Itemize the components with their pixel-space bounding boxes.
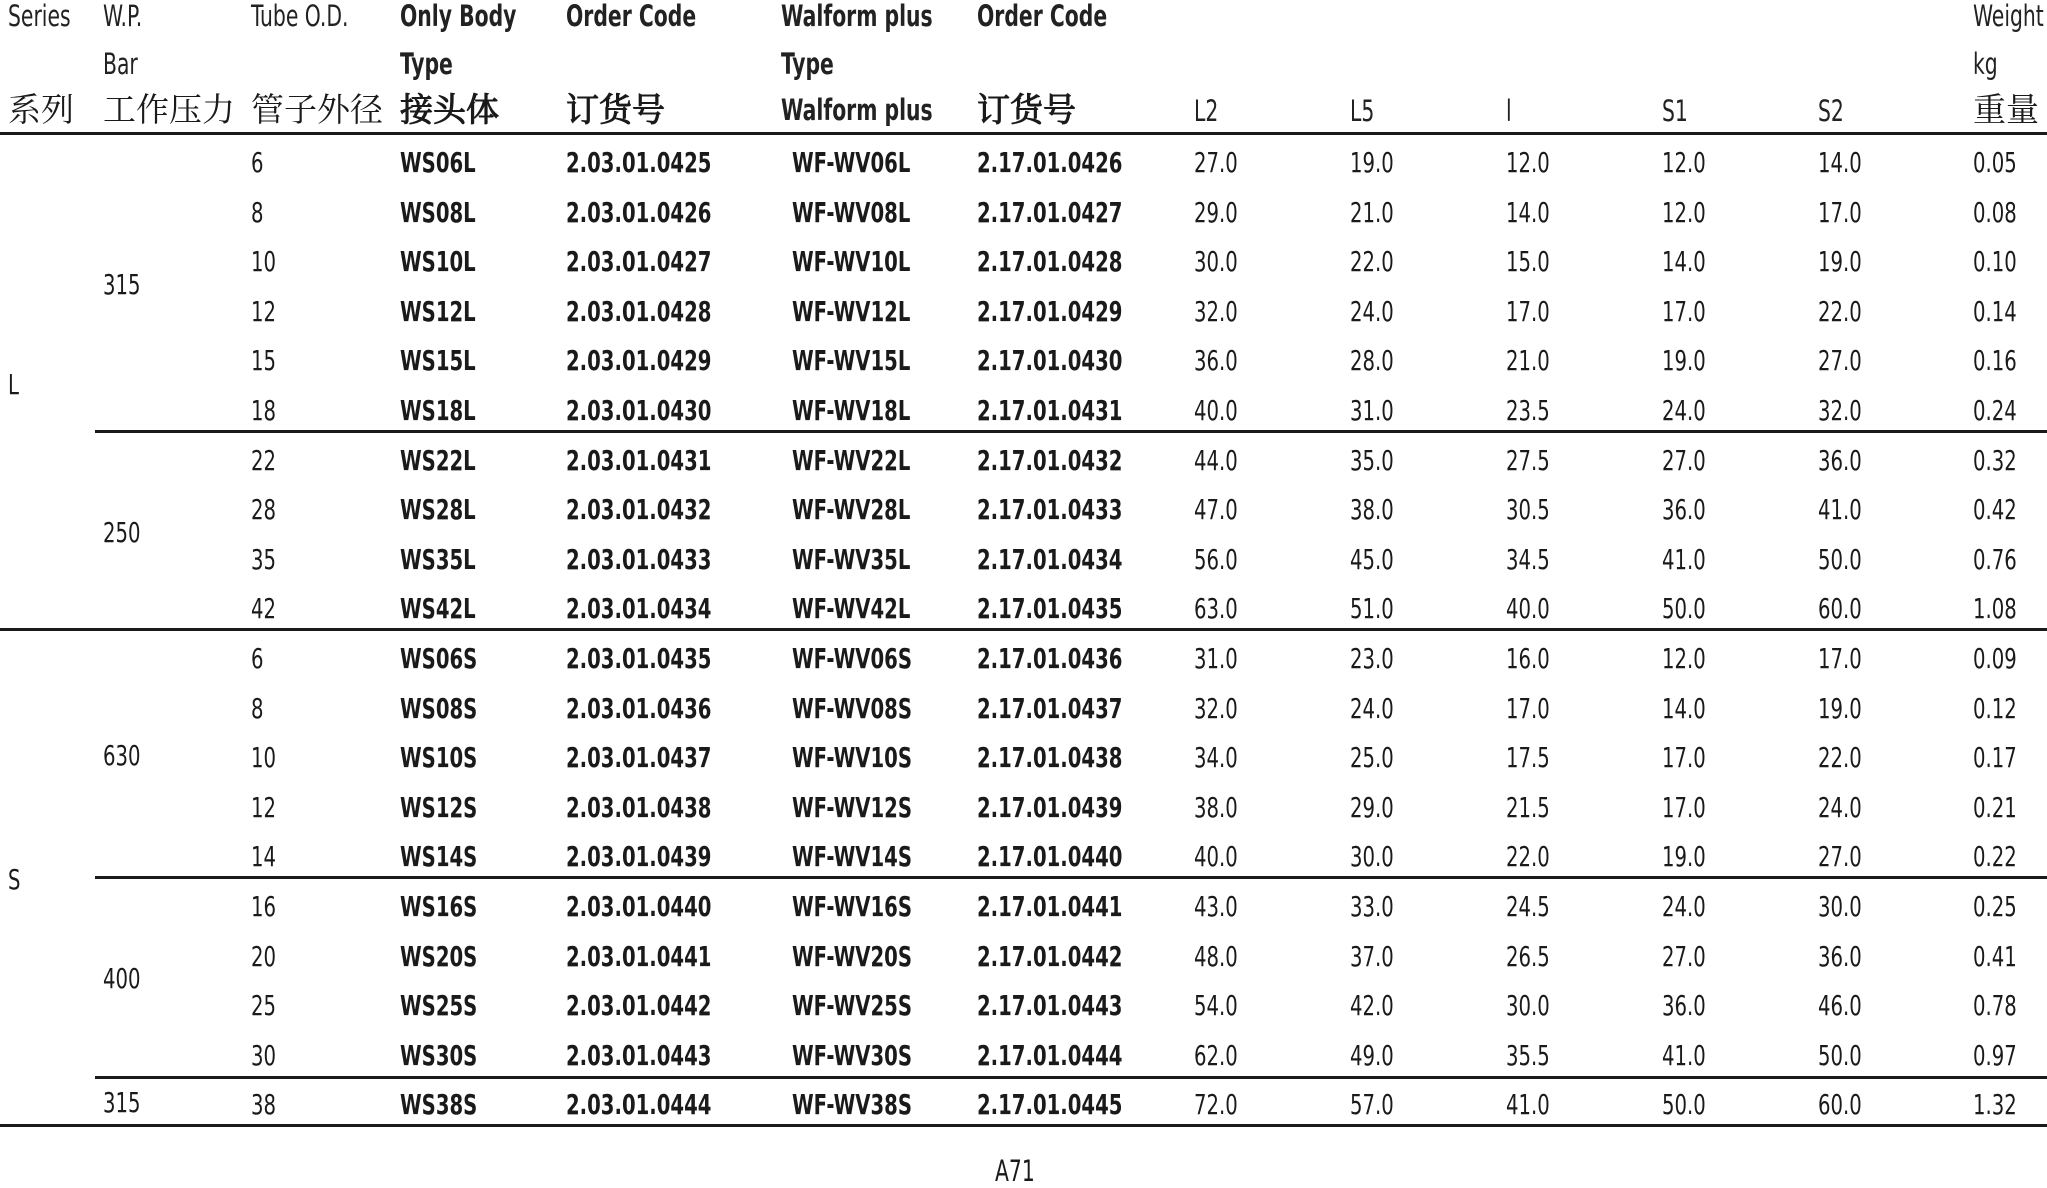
order-code-cell: 2.03.01.0429 xyxy=(566,344,712,377)
walform-type-cell: WF-WV38S xyxy=(792,1088,912,1121)
body-type-cell: WS38S xyxy=(400,1088,478,1121)
header-walform-en: Walform plus xyxy=(781,0,933,33)
l5-cell: 49.0 xyxy=(1350,1039,1394,1072)
walform-type-cell: WF-WV16S xyxy=(792,890,912,923)
header-weight-unit: kg xyxy=(1973,47,1998,81)
s1-cell: 50.0 xyxy=(1662,1088,1706,1121)
l-cell: 12.0 xyxy=(1506,146,1550,179)
walform-order-code-cell: 2.17.01.0437 xyxy=(977,692,1123,725)
weight-cell: 0.14 xyxy=(1973,295,2017,328)
weight-cell: 0.41 xyxy=(1973,940,2017,973)
weight-cell: 0.22 xyxy=(1973,840,2017,873)
l2-cell: 54.0 xyxy=(1194,989,1238,1022)
s2-cell: 50.0 xyxy=(1818,543,1862,576)
l2-cell: 27.0 xyxy=(1194,146,1238,179)
order-code-cell: 2.03.01.0444 xyxy=(566,1088,712,1121)
order-code-cell: 2.03.01.0428 xyxy=(566,295,712,328)
s1-cell: 36.0 xyxy=(1662,989,1706,1022)
order-code-cell: 2.03.01.0443 xyxy=(566,1039,712,1072)
header-body-cn: 接头体 xyxy=(400,90,499,129)
walform-order-code-cell: 2.17.01.0438 xyxy=(977,741,1123,774)
s2-cell: 27.0 xyxy=(1818,344,1862,377)
page-number: A71 xyxy=(995,1154,1035,1188)
l2-cell: 62.0 xyxy=(1194,1039,1238,1072)
weight-cell: 0.32 xyxy=(1973,444,2017,477)
l5-cell: 29.0 xyxy=(1350,791,1394,824)
header-wp-unit: Bar xyxy=(103,47,138,81)
tube-od-cell: 38 xyxy=(251,1088,276,1121)
l-cell: 30.5 xyxy=(1506,493,1550,526)
order-code-cell: 2.03.01.0438 xyxy=(566,791,712,824)
l2-cell: 34.0 xyxy=(1194,741,1238,774)
header-tube-cn: 管子外径 xyxy=(251,90,383,129)
header-series-en: Series xyxy=(8,0,71,33)
walform-type-cell: WF-WV42L xyxy=(792,592,911,625)
header-s2: S2 xyxy=(1818,94,1844,128)
walform-order-code-cell: 2.17.01.0427 xyxy=(977,196,1123,229)
l2-cell: 48.0 xyxy=(1194,940,1238,973)
s1-cell: 19.0 xyxy=(1662,344,1706,377)
s2-cell: 46.0 xyxy=(1818,989,1862,1022)
body-type-cell: WS42L xyxy=(400,592,476,625)
l5-cell: 19.0 xyxy=(1350,146,1394,179)
weight-cell: 0.05 xyxy=(1973,146,2017,179)
l-cell: 15.0 xyxy=(1506,245,1550,278)
l5-cell: 31.0 xyxy=(1350,394,1394,427)
walform-type-cell: WF-WV35L xyxy=(792,543,911,576)
order-code-cell: 2.03.01.0436 xyxy=(566,692,712,725)
order-code-cell: 2.03.01.0441 xyxy=(566,940,712,973)
l2-cell: 40.0 xyxy=(1194,394,1238,427)
l5-cell: 51.0 xyxy=(1350,592,1394,625)
l-cell: 40.0 xyxy=(1506,592,1550,625)
weight-cell: 1.08 xyxy=(1973,592,2017,625)
s2-cell: 30.0 xyxy=(1818,890,1862,923)
walform-order-code-cell: 2.17.01.0429 xyxy=(977,295,1123,328)
walform-order-code-cell: 2.17.01.0443 xyxy=(977,989,1123,1022)
pressure-label: 315 xyxy=(103,1086,141,1119)
tube-od-cell: 8 xyxy=(251,196,264,229)
weight-cell: 0.25 xyxy=(1973,890,2017,923)
l2-cell: 29.0 xyxy=(1194,196,1238,229)
s2-cell: 36.0 xyxy=(1818,444,1862,477)
l5-cell: 23.0 xyxy=(1350,642,1394,675)
l-cell: 27.5 xyxy=(1506,444,1550,477)
header-weight-cn: 重量 xyxy=(1973,90,2039,129)
walform-type-cell: WF-WV10L xyxy=(792,245,911,278)
tube-od-cell: 10 xyxy=(251,741,276,774)
body-type-cell: WS25S xyxy=(400,989,478,1022)
l-cell: 22.0 xyxy=(1506,840,1550,873)
order-code-cell: 2.03.01.0432 xyxy=(566,493,712,526)
header-code2-cn: 订货号 xyxy=(977,90,1076,129)
tube-od-cell: 28 xyxy=(251,493,276,526)
tube-od-cell: 8 xyxy=(251,692,264,725)
tube-od-cell: 15 xyxy=(251,344,276,377)
s2-cell: 27.0 xyxy=(1818,840,1862,873)
l-cell: 34.5 xyxy=(1506,543,1550,576)
series-label: L xyxy=(8,368,19,401)
l5-cell: 33.0 xyxy=(1350,890,1394,923)
l5-cell: 42.0 xyxy=(1350,989,1394,1022)
s1-cell: 12.0 xyxy=(1662,196,1706,229)
order-code-cell: 2.03.01.0430 xyxy=(566,394,712,427)
order-code-cell: 2.03.01.0434 xyxy=(566,592,712,625)
order-code-cell: 2.03.01.0442 xyxy=(566,989,712,1022)
weight-cell: 0.21 xyxy=(1973,791,2017,824)
s2-cell: 17.0 xyxy=(1818,642,1862,675)
s2-cell: 24.0 xyxy=(1818,791,1862,824)
walform-order-code-cell: 2.17.01.0439 xyxy=(977,791,1123,824)
s1-cell: 24.0 xyxy=(1662,890,1706,923)
group-divider-s-315 xyxy=(95,1076,2047,1079)
tube-od-cell: 6 xyxy=(251,642,264,675)
order-code-cell: 2.03.01.0439 xyxy=(566,840,712,873)
l2-cell: 40.0 xyxy=(1194,840,1238,873)
weight-cell: 0.08 xyxy=(1973,196,2017,229)
l5-cell: 37.0 xyxy=(1350,940,1394,973)
tube-od-cell: 30 xyxy=(251,1039,276,1072)
l-cell: 41.0 xyxy=(1506,1088,1550,1121)
l5-cell: 25.0 xyxy=(1350,741,1394,774)
l2-cell: 56.0 xyxy=(1194,543,1238,576)
weight-cell: 0.12 xyxy=(1973,692,2017,725)
l-cell: 17.0 xyxy=(1506,692,1550,725)
tube-od-cell: 18 xyxy=(251,394,276,427)
walform-order-code-cell: 2.17.01.0433 xyxy=(977,493,1123,526)
body-type-cell: WS30S xyxy=(400,1039,478,1072)
tube-od-cell: 14 xyxy=(251,840,276,873)
group-divider-l-250 xyxy=(95,430,2047,433)
l2-cell: 72.0 xyxy=(1194,1088,1238,1121)
l5-cell: 21.0 xyxy=(1350,196,1394,229)
walform-type-cell: WF-WV28L xyxy=(792,493,911,526)
l-cell: 26.5 xyxy=(1506,940,1550,973)
walform-order-code-cell: 2.17.01.0441 xyxy=(977,890,1123,923)
header-l5: L5 xyxy=(1350,94,1375,128)
s1-cell: 19.0 xyxy=(1662,840,1706,873)
weight-cell: 0.76 xyxy=(1973,543,2017,576)
l5-cell: 28.0 xyxy=(1350,344,1394,377)
tube-od-cell: 20 xyxy=(251,940,276,973)
header-code2-en: Order Code xyxy=(977,0,1108,33)
weight-cell: 0.09 xyxy=(1973,642,2017,675)
s1-cell: 41.0 xyxy=(1662,1039,1706,1072)
s1-cell: 41.0 xyxy=(1662,543,1706,576)
l2-cell: 36.0 xyxy=(1194,344,1238,377)
s2-cell: 41.0 xyxy=(1818,493,1862,526)
walform-order-code-cell: 2.17.01.0426 xyxy=(977,146,1123,179)
l2-cell: 47.0 xyxy=(1194,493,1238,526)
order-code-cell: 2.03.01.0425 xyxy=(566,146,712,179)
body-type-cell: WS06L xyxy=(400,146,476,179)
body-type-cell: WS08S xyxy=(400,692,478,725)
header-l: l xyxy=(1506,94,1512,128)
tube-od-cell: 10 xyxy=(251,245,276,278)
body-type-cell: WS15L xyxy=(400,344,476,377)
walform-type-cell: WF-WV22L xyxy=(792,444,911,477)
header-s1: S1 xyxy=(1662,94,1688,128)
group-divider-s-400 xyxy=(95,876,2047,879)
walform-type-cell: WF-WV30S xyxy=(792,1039,912,1072)
walform-order-code-cell: 2.17.01.0444 xyxy=(977,1039,1123,1072)
body-type-cell: WS35L xyxy=(400,543,476,576)
l5-cell: 38.0 xyxy=(1350,493,1394,526)
s1-cell: 17.0 xyxy=(1662,295,1706,328)
weight-cell: 0.42 xyxy=(1973,493,2017,526)
pressure-label: 250 xyxy=(103,516,141,549)
l5-cell: 57.0 xyxy=(1350,1088,1394,1121)
s2-cell: 22.0 xyxy=(1818,741,1862,774)
s1-cell: 36.0 xyxy=(1662,493,1706,526)
l5-cell: 24.0 xyxy=(1350,295,1394,328)
walform-type-cell: WF-WV15L xyxy=(792,344,911,377)
l2-cell: 63.0 xyxy=(1194,592,1238,625)
walform-order-code-cell: 2.17.01.0440 xyxy=(977,840,1123,873)
l2-cell: 30.0 xyxy=(1194,245,1238,278)
l2-cell: 31.0 xyxy=(1194,642,1238,675)
header-series-cn: 系列 xyxy=(8,90,74,129)
series-divider xyxy=(0,628,2047,631)
header-body-en: Only Body xyxy=(400,0,517,33)
l-cell: 21.0 xyxy=(1506,344,1550,377)
table-bottom-rule xyxy=(0,1124,2047,1127)
weight-cell: 0.24 xyxy=(1973,394,2017,427)
walform-order-code-cell: 2.17.01.0430 xyxy=(977,344,1123,377)
walform-type-cell: WF-WV08L xyxy=(792,196,911,229)
walform-type-cell: WF-WV06L xyxy=(792,146,911,179)
l-cell: 30.0 xyxy=(1506,989,1550,1022)
body-type-cell: WS16S xyxy=(400,890,478,923)
l-cell: 35.5 xyxy=(1506,1039,1550,1072)
order-code-cell: 2.03.01.0427 xyxy=(566,245,712,278)
order-code-cell: 2.03.01.0433 xyxy=(566,543,712,576)
l-cell: 24.5 xyxy=(1506,890,1550,923)
header-code-cn: 订货号 xyxy=(566,90,665,129)
s1-cell: 14.0 xyxy=(1662,692,1706,725)
tube-od-cell: 12 xyxy=(251,295,276,328)
header-weight-en: Weight xyxy=(1973,0,2044,33)
s2-cell: 14.0 xyxy=(1818,146,1862,179)
l2-cell: 32.0 xyxy=(1194,692,1238,725)
s2-cell: 60.0 xyxy=(1818,1088,1862,1121)
tube-od-cell: 12 xyxy=(251,791,276,824)
l-cell: 14.0 xyxy=(1506,196,1550,229)
order-code-cell: 2.03.01.0431 xyxy=(566,444,712,477)
s2-cell: 19.0 xyxy=(1818,692,1862,725)
header-wp-cn: 工作压力 xyxy=(103,90,235,129)
tube-od-cell: 16 xyxy=(251,890,276,923)
body-type-cell: WS14S xyxy=(400,840,478,873)
order-code-cell: 2.03.01.0426 xyxy=(566,196,712,229)
walform-type-cell: WF-WV12S xyxy=(792,791,912,824)
s1-cell: 24.0 xyxy=(1662,394,1706,427)
body-type-cell: WS20S xyxy=(400,940,478,973)
tube-od-cell: 25 xyxy=(251,989,276,1022)
weight-cell: 0.78 xyxy=(1973,989,2017,1022)
walform-type-cell: WF-WV12L xyxy=(792,295,911,328)
l2-cell: 32.0 xyxy=(1194,295,1238,328)
pressure-label: 315 xyxy=(103,268,141,301)
tube-od-cell: 6 xyxy=(251,146,264,179)
series-label: S xyxy=(8,863,21,896)
walform-order-code-cell: 2.17.01.0434 xyxy=(977,543,1123,576)
header-divider xyxy=(0,132,2047,135)
weight-cell: 0.97 xyxy=(1973,1039,2017,1072)
walform-order-code-cell: 2.17.01.0442 xyxy=(977,940,1123,973)
tube-od-cell: 22 xyxy=(251,444,276,477)
walform-type-cell: WF-WV06S xyxy=(792,642,912,675)
s2-cell: 32.0 xyxy=(1818,394,1862,427)
header-wp-en: W.P. xyxy=(103,0,143,33)
walform-type-cell: WF-WV10S xyxy=(792,741,912,774)
walform-type-cell: WF-WV08S xyxy=(792,692,912,725)
pressure-label: 400 xyxy=(103,962,141,995)
l2-cell: 44.0 xyxy=(1194,444,1238,477)
walform-type-cell: WF-WV14S xyxy=(792,840,912,873)
s1-cell: 12.0 xyxy=(1662,146,1706,179)
order-code-cell: 2.03.01.0437 xyxy=(566,741,712,774)
walform-order-code-cell: 2.17.01.0431 xyxy=(977,394,1123,427)
s1-cell: 50.0 xyxy=(1662,592,1706,625)
header-tube-en: Tube O.D. xyxy=(251,0,349,33)
l-cell: 23.5 xyxy=(1506,394,1550,427)
l5-cell: 24.0 xyxy=(1350,692,1394,725)
l2-cell: 38.0 xyxy=(1194,791,1238,824)
l-cell: 17.5 xyxy=(1506,741,1550,774)
s1-cell: 12.0 xyxy=(1662,642,1706,675)
weight-cell: 0.17 xyxy=(1973,741,2017,774)
walform-order-code-cell: 2.17.01.0432 xyxy=(977,444,1123,477)
weight-cell: 0.10 xyxy=(1973,245,2017,278)
s1-cell: 17.0 xyxy=(1662,741,1706,774)
s2-cell: 36.0 xyxy=(1818,940,1862,973)
l2-cell: 43.0 xyxy=(1194,890,1238,923)
l-cell: 21.5 xyxy=(1506,791,1550,824)
walform-type-cell: WF-WV18L xyxy=(792,394,911,427)
s2-cell: 19.0 xyxy=(1818,245,1862,278)
weight-cell: 0.16 xyxy=(1973,344,2017,377)
header-code-en: Order Code xyxy=(566,0,697,33)
walform-order-code-cell: 2.17.01.0435 xyxy=(977,592,1123,625)
header-walform-type: Type xyxy=(781,47,834,81)
s1-cell: 27.0 xyxy=(1662,940,1706,973)
body-type-cell: WS08L xyxy=(400,196,476,229)
l5-cell: 30.0 xyxy=(1350,840,1394,873)
l-cell: 16.0 xyxy=(1506,642,1550,675)
s2-cell: 60.0 xyxy=(1818,592,1862,625)
s1-cell: 17.0 xyxy=(1662,791,1706,824)
s2-cell: 17.0 xyxy=(1818,196,1862,229)
walform-order-code-cell: 2.17.01.0445 xyxy=(977,1088,1123,1121)
body-type-cell: WS22L xyxy=(400,444,476,477)
s2-cell: 50.0 xyxy=(1818,1039,1862,1072)
walform-type-cell: WF-WV25S xyxy=(792,989,912,1022)
header-l2: L2 xyxy=(1194,94,1219,128)
body-type-cell: WS18L xyxy=(400,394,476,427)
header-body-type: Type xyxy=(400,47,453,81)
body-type-cell: WS28L xyxy=(400,493,476,526)
s1-cell: 27.0 xyxy=(1662,444,1706,477)
walform-order-code-cell: 2.17.01.0428 xyxy=(977,245,1123,278)
l5-cell: 35.0 xyxy=(1350,444,1394,477)
tube-od-cell: 42 xyxy=(251,592,276,625)
order-code-cell: 2.03.01.0435 xyxy=(566,642,712,675)
header-walform-plus: Walform plus xyxy=(781,93,933,127)
pressure-label: 630 xyxy=(103,739,141,772)
l5-cell: 45.0 xyxy=(1350,543,1394,576)
l-cell: 17.0 xyxy=(1506,295,1550,328)
walform-order-code-cell: 2.17.01.0436 xyxy=(977,642,1123,675)
walform-type-cell: WF-WV20S xyxy=(792,940,912,973)
body-type-cell: WS06S xyxy=(400,642,478,675)
body-type-cell: WS10S xyxy=(400,741,478,774)
body-type-cell: WS12S xyxy=(400,791,478,824)
body-type-cell: WS12L xyxy=(400,295,476,328)
l5-cell: 22.0 xyxy=(1350,245,1394,278)
s1-cell: 14.0 xyxy=(1662,245,1706,278)
weight-cell: 1.32 xyxy=(1973,1088,2017,1121)
tube-od-cell: 35 xyxy=(251,543,276,576)
body-type-cell: WS10L xyxy=(400,245,476,278)
order-code-cell: 2.03.01.0440 xyxy=(566,890,712,923)
s2-cell: 22.0 xyxy=(1818,295,1862,328)
